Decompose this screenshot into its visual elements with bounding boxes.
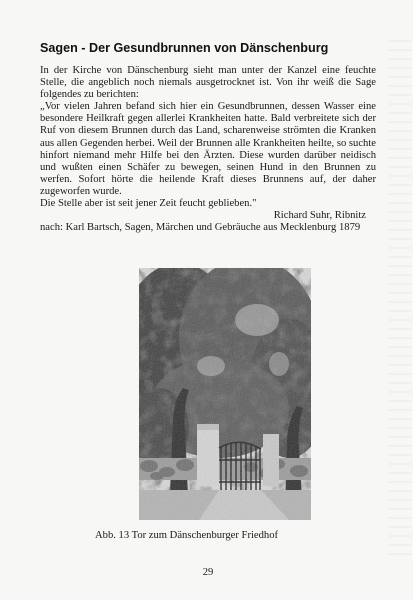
- intro-paragraph: In der Kirche von Dänschenburg sieht man unter der Kanzel eine feuchte Stelle, die angeblich noch niemals ausgetrocknet ist. Von ihr weiß die Sage folgendes zu berichten:: [40, 65, 376, 101]
- author-signature: Richard Suhr, Ribnitz: [273, 210, 366, 222]
- closing-line: Die Stelle aber ist seit jener Zeit feucht geblieben.": [40, 198, 257, 210]
- reverse-side-bleed-through: [389, 40, 411, 560]
- figure-caption: Abb. 13 Tor zum Dänschenburger Friedhof: [95, 530, 279, 541]
- legend-quote: „Vor vielen Jahren befand sich hier ein Gesundbrunnen, dessen Wasser eine besondere Heilkraft gegen allerlei Krankheiten hatte. Bald verbreitete sich der Ruf von diesem Brunnen durch das Land, scharenweise strömten die Kranken aus allen Gegenden herbei. Weil der Brunnen alle Krankheiten heilte, so suchte hinfort niemand mehr Hilfe bei den Ärzten. Diese wurden darüber neidisch und wußten einen Schäfer zu bewegen, seinen Hund in den Brunnen zu werfen. Sofort hörte die heilende Kraft dieses Brunnens auf, der daher zugeworfen wurde.: [40, 101, 376, 197]
- source-citation: nach: Karl Bartsch, Sagen, Märchen und Gebräuche aus Mecklenburg 1879: [40, 222, 361, 234]
- page-title: Sagen - Der Gesundbrunnen von Dänschenburg: [40, 41, 329, 55]
- article-body: [40, 65, 376, 234]
- cemetery-gate-photo: [139, 268, 311, 520]
- photo-illustration: [139, 268, 311, 520]
- page-number: 29: [202, 567, 214, 578]
